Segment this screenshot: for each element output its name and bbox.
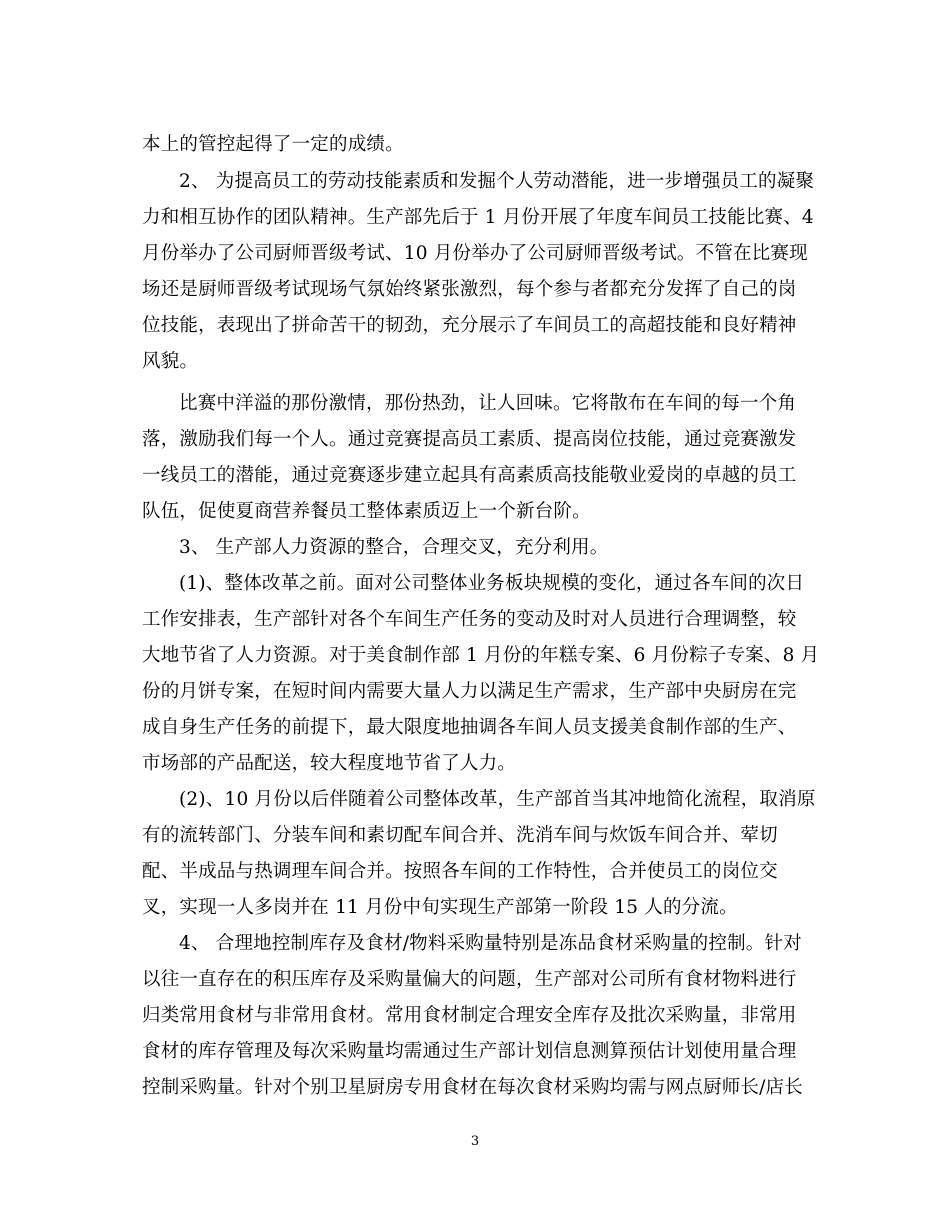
text-line: 控制采购量。针对个别卫星厨房专用食材在每次食材采购均需与网点厨师长/店长 (142, 1077, 803, 1098)
text-line: 有的流转部门、分装车间和素切配车间合并、洗消车间与炊饭车间合并、荤切 (142, 825, 778, 846)
text-line: 归类常用食材与非常用食材。常用食材制定合理安全库存及批次采购量，非常用 (142, 1005, 797, 1026)
text-line: 队伍，促使夏商营养餐员工整体素质迈上一个新台阶。 (142, 501, 591, 522)
text-line: 一线员工的潜能，通过竞赛逐步建立起具有高素质高技能敬业爱岗的卓越的员工 (142, 465, 797, 486)
text-line: 比赛中洋溢的那份激情，那份热劲，让人回味。它将散布在车间的每一个角 (179, 393, 797, 414)
text-line: (1)、整体改革之前。面对公司整体业务板块规模的变化，通过各车间的次日 (179, 573, 805, 594)
text-line: 份的月饼专案，在短时间内需要大量人力以满足生产需求，生产部中央厨房在完 (142, 681, 797, 702)
text-line: 叉，实现一人多岗并在 11 月份中旬实现生产部第一阶段 15 人的分流。 (142, 897, 738, 918)
text-line: 月份举办了公司厨师晋级考试、10 月份举办了公司厨师晋级考试。不管在比赛现 (142, 243, 808, 264)
text-line: 场还是厨师晋级考试现场气氛始终紧张激烈，每个参与者都充分发挥了自己的岗 (142, 279, 797, 300)
text-line: 2、 为提高员工的劳动技能素质和发掘个人劳动潜能，进一步增强员工的凝聚 (179, 171, 815, 192)
text-line: (2)、10 月份以后伴随着公司整体改革，生产部首当其冲地简化流程，取消原 (179, 789, 816, 810)
text-line: 以往一直存在的积压库存及采购量偏大的问题，生产部对公司所有食材物料进行 (142, 969, 797, 990)
text-line: 市场部的产品配送，较大程度地节省了人力。 (142, 753, 517, 774)
text-line: 落，激励我们每一个人。通过竞赛提高员工素质、提高岗位技能，通过竞赛激发 (142, 429, 797, 450)
text-line: 4、 合理地控制库存及食材/物料采购量特别是冻品食材采购量的控制。针对 (179, 933, 802, 954)
text-line: 工作安排表，生产部针对各个车间生产任务的变动及时对人员进行合理调整，较 (142, 609, 797, 630)
text-line: 位技能，表现出了拼命苦干的韧劲，充分展示了车间员工的高超技能和良好精神 (142, 315, 797, 336)
text-line: 本上的管控起得了一定的成绩。 (142, 134, 404, 155)
text-line: 食材的库存管理及每次采购量均需通过生产部计划信息测算预估计划使用量合理 (142, 1041, 797, 1062)
text-line: 成自身生产任务的前提下，最大限度地抽调各车间人员支援美食制作部的生产、 (142, 717, 797, 738)
text-line: 3、 生产部人力资源的整合，合理交叉，充分利用。 (179, 537, 609, 558)
text-line: 风貌。 (142, 351, 199, 372)
page-number: 3 (470, 1134, 480, 1149)
text-line: 大地节省了人力资源。对于美食制作部 1 月份的年糕专案、6 月份粽子专案、8 月 (142, 645, 820, 666)
text-line: 配、半成品与热调理车间合并。按照各车间的工作特性，合并使员工的岗位交 (142, 861, 778, 882)
text-line: 力和相互协作的团队精神。生产部先后于 1 月份开展了年度车间员工技能比赛、4 (142, 207, 814, 228)
